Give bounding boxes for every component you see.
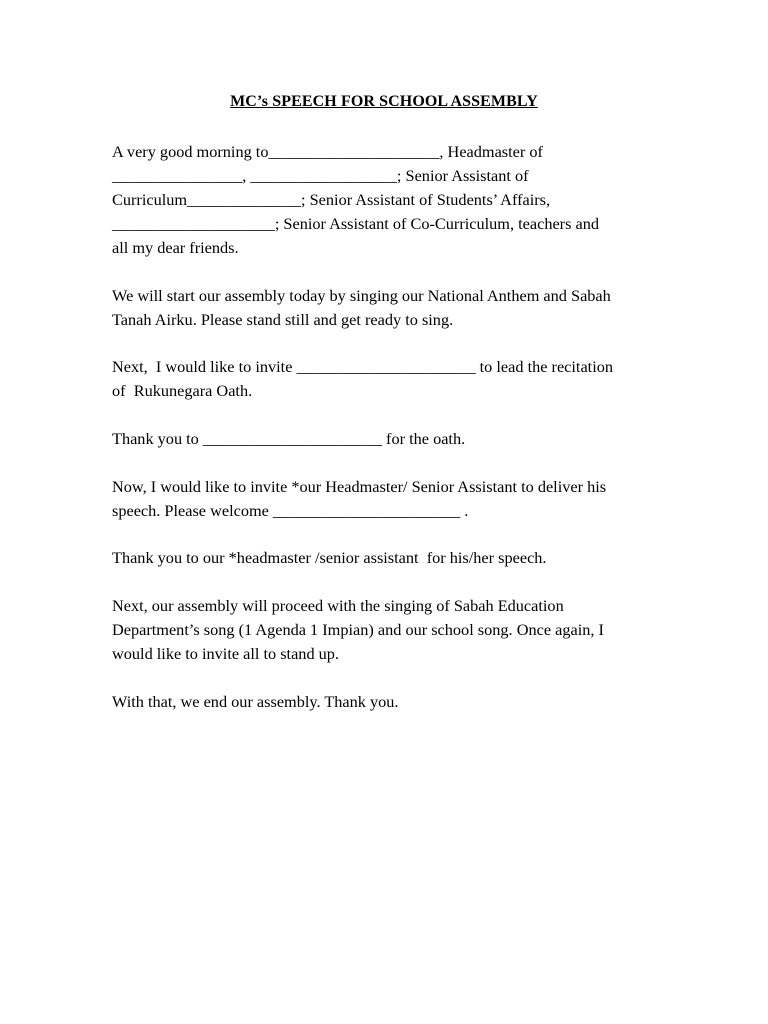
paragraph-line: With that, we end our assembly. Thank you. (112, 692, 399, 711)
closing-paragraph (112, 690, 398, 714)
paragraph-line: Department’s song (1 Agenda 1 Impian) and our school song. Once again, I (112, 620, 604, 639)
greeting-paragraph (112, 140, 599, 260)
paragraph-line: A very good morning to_____________________, Headmaster of (112, 142, 543, 161)
paragraph-line: Tanah Airku. Please stand still and get ready to sing. (112, 310, 454, 329)
paragraph-line: of Rukunegara Oath. (112, 381, 253, 400)
speech-thanks-paragraph (112, 546, 547, 570)
paragraph-line: We will start our assembly today by singing our National Anthem and Sabah (112, 286, 611, 305)
paragraph-line: speech. Please welcome _______________________ . (112, 501, 469, 520)
paragraph-line: all my dear friends. (112, 238, 239, 257)
songs-paragraph (112, 594, 604, 666)
paragraph-line: Now, I would like to invite *our Headmaster/ Senior Assistant to deliver his (112, 477, 607, 496)
document-title: MC’s SPEECH FOR SCHOOL ASSEMBLY (230, 93, 538, 110)
paragraph-line: Thank you to our *headmaster /senior assistant for his/her speech. (112, 548, 547, 567)
paragraph-line: Curriculum______________; Senior Assistant of Students’ Affairs, (112, 190, 551, 209)
anthem-paragraph (112, 284, 611, 332)
paragraph-line: ________________, __________________; Senior Assistant of (112, 166, 529, 185)
paragraph-line: would like to invite all to stand up. (112, 644, 340, 663)
paragraph-line: Next, our assembly will proceed with the singing of Sabah Education (112, 596, 564, 615)
paragraph-line: Next, I would like to invite ______________________ to lead the recitation (112, 357, 614, 376)
paragraph-line: Thank you to ______________________ for the oath. (112, 429, 466, 448)
oath-invitation-paragraph (112, 355, 613, 403)
speech-invitation-paragraph (112, 475, 606, 523)
oath-thanks-paragraph (112, 427, 465, 451)
paragraph-line: ____________________; Senior Assistant of Co-Curriculum, teachers and (112, 214, 600, 233)
